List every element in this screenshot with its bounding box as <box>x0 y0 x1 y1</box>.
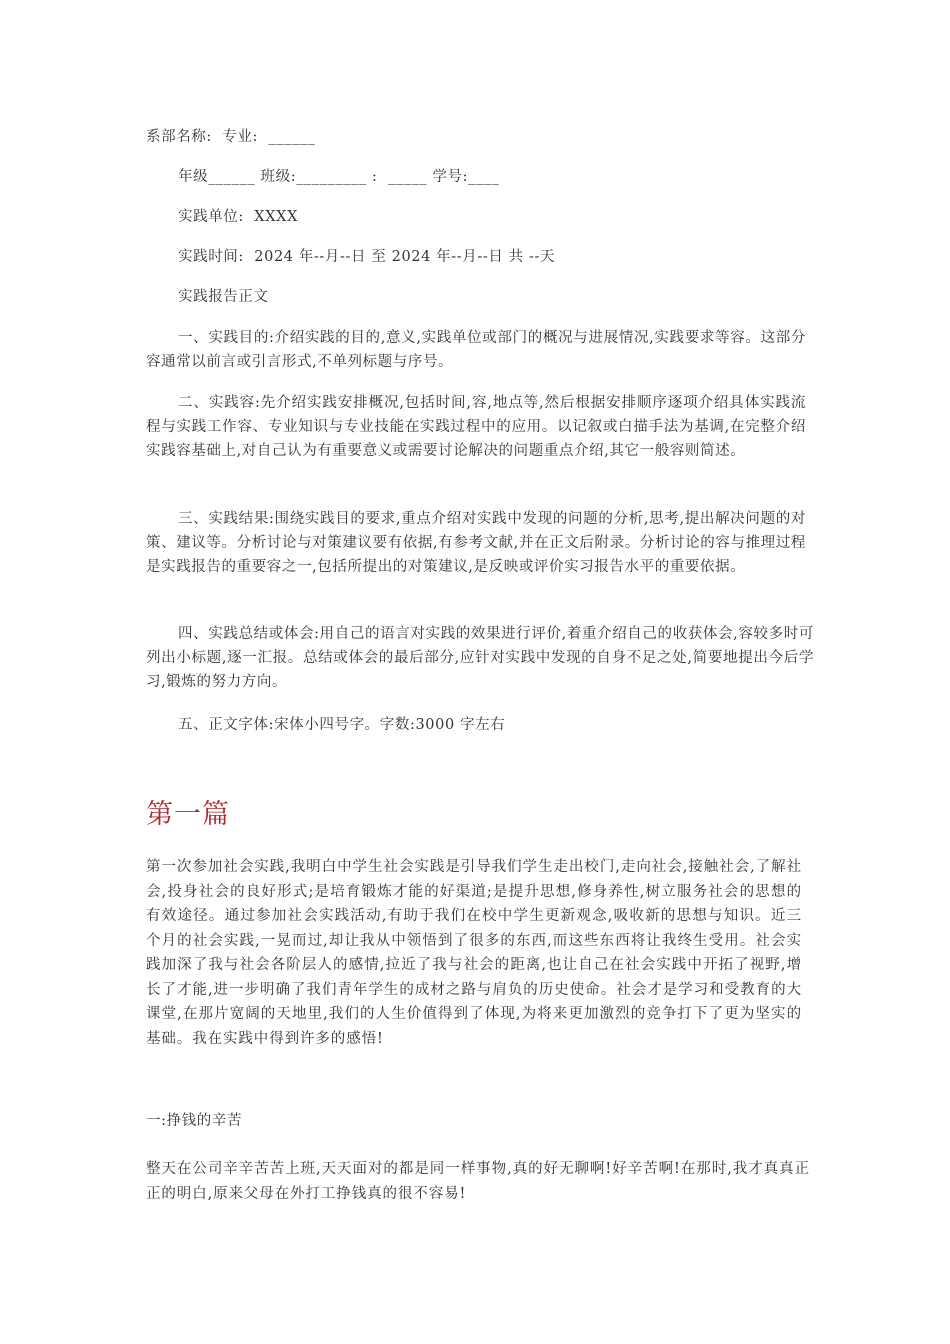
form-grade-class-line: 年级______ 班级:_________ : _____ 学号:____ <box>178 169 500 185</box>
form-unit-line: 实践单位: XXXX <box>178 209 298 225</box>
form-time-line: 实践时间: 2024 年--月--日 至 2024 年--月--日 共 --天 <box>178 249 556 265</box>
report-body-label: 实践报告正文 <box>178 289 269 305</box>
subsection-body: 整天在公司辛辛苦苦上班,天天面对的都是同一样事物,真的好无聊啊!好辛苦啊!在那时,我才真真正正的明白,原来父母在外打工挣钱真的很不容易! <box>146 1161 810 1202</box>
instruction-summary: 四、实践总结或体会:用自己的语言对实践的效果进行评价,着重介绍自己的收获体会,容较多时可列出小标题,逐一汇报。总结或体会的最后部分,应针对实践中发现的自身不足之处,简要地提出今后学习,锻炼的努力方向。 <box>146 626 814 690</box>
instruction-results: 三、实践结果:围绕实践目的要求,重点介绍对实践中发现的问题的分析,思考,提出解决问题的对策、建议等。分析讨论与对策建议要有依据,有参考文献,并在正文后附录。分析讨论的容与推理过程是实践报告的重要容之一,包括所提出的对策建议,是反映或评价实习报告水平的重要依据。 <box>146 511 806 575</box>
instruction-content: 二、实践容:先介绍实践安排概况,包括时间,容,地点等,然后根据安排顺序逐项介绍具体实践流程与实践工作容、专业知识与专业技能在实践过程中的应用。以记叙或白描手法为基调,在完整介绍实践容基础上,对自己认为有重要意义或需要讨论解决的问题重点介绍,其它一般容则简述。 <box>146 395 806 459</box>
form-dept-major-line: 系部名称: 专业: ______ <box>146 129 316 145</box>
section-title: 第一篇 <box>146 799 230 830</box>
section-body: 第一次参加社会实践,我明白中学生社会实践是引导我们学生走出校门,走向社会,接触社会,了解社会,投身社会的良好形式;是培育锻炼才能的好渠道;是提升思想,修身养性,树立服务社会的思想的有效途径。通过参加社会实践活动,有助于我们在校中学生更新观念,吸收新的思想与知识。近三个月的社会实践,一晃而过,却让我从中领悟到了很多的东西,而这些东西将让我终生受用。社会实践加深了我与社会各阶层人的感情,拉近了我与社会的距离,也让自己在社会实践中开拓了视野,增长了才能,进一步明确了我们青年学生的成材之路与肩负的历史使命。社会才是学习和受教育的大课堂,在那片宽阔的天地里,我们的人生价值得到了体现,为将来更加激烈的竞争打下了更为坚实的基础。我在实践中得到许多的感悟! <box>146 859 802 1047</box>
instruction-purpose: 一、实践目的:介绍实践的目的,意义,实践单位或部门的概况与进展情况,实践要求等容。这部分容通常以前言或引言形式,不单列标题与序号。 <box>146 330 806 370</box>
subheading: 一:挣钱的辛苦 <box>146 1113 243 1129</box>
instruction-font: 五、正文字体:宋体小四号字。字数:3000 字左右 <box>178 717 506 733</box>
